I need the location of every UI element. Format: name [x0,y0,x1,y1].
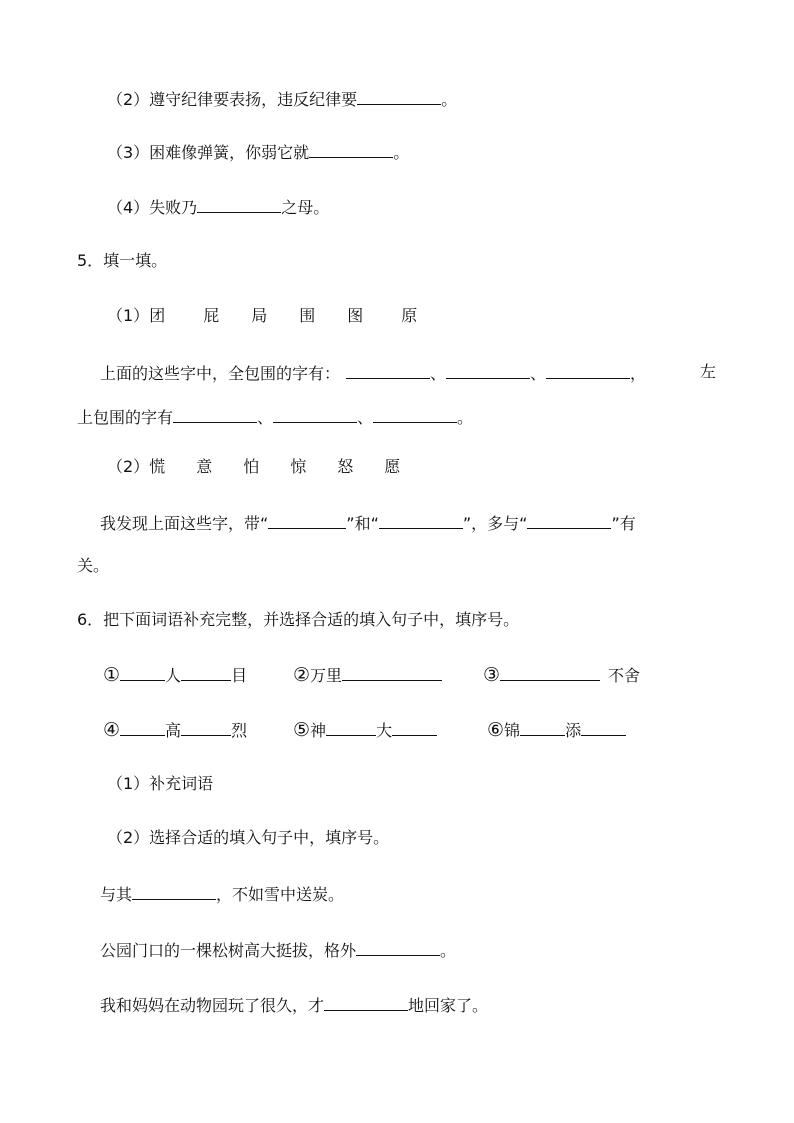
sep: 、 [257,408,274,427]
period: 。 [457,408,474,427]
q5-find-b: ”和“ [346,514,379,533]
char: 意 [196,457,213,476]
answer-blank[interactable] [132,882,216,900]
answer-blank[interactable] [550,663,600,681]
answer-blank[interactable] [268,511,346,529]
answer-blank[interactable] [181,663,231,681]
answer-blank[interactable] [392,663,442,681]
char: 愿 [384,457,401,476]
word-char: 烈 [231,721,248,740]
sep: 、 [430,364,447,383]
sentence-text: 我和妈妈在动物园玩了很久，才 [100,996,325,1015]
number-1: ① [103,664,121,686]
q6-sentence-2 [100,938,456,962]
q5-find-a: 我发现上面这些字，带“ [100,514,269,533]
q6-sub1: （1）补充词语 [107,774,214,793]
char: 怒 [337,457,354,476]
q4-item-3-end: 。 [393,143,410,162]
q5-line1 [100,361,646,385]
q5-line2-text: 上包围的字有 [77,408,174,427]
sentence-text: 。 [440,941,457,960]
q5-part2-label: （2） [107,457,150,476]
q6-sub2: （2）选择合适的填入句子中，填序号。 [107,828,390,847]
sep: 、 [357,408,374,427]
answer-blank[interactable] [181,718,231,736]
q5-part2-chars [107,456,400,478]
q6-word-6 [487,718,626,742]
word-char: 万里 [310,666,343,685]
answer-blank[interactable] [357,87,441,105]
answer-blank[interactable] [520,718,565,736]
answer-blank[interactable] [373,405,457,423]
q5-part1-label: （1） [107,306,150,325]
number-4: ④ [103,719,121,741]
q5-line1-text: 上面的这些字中，全包围的字有： [100,364,341,383]
q6-title: 6．把下面词语补充完整，并选择合适的填入句子中，填序号。 [77,610,520,629]
q5-line1-end: 左 [700,362,717,381]
char: 慌 [149,457,166,476]
q4-item-4-text: （4）失败乃 [107,198,198,217]
answer-blank[interactable] [120,718,165,736]
char: 原 [401,306,418,325]
number-2: ② [293,664,311,686]
answer-blank[interactable] [581,718,626,736]
sentence-text: ，不如雪中送炭。 [216,885,345,904]
char: 怕 [243,457,260,476]
number-5: ⑤ [293,719,311,741]
answer-blank[interactable] [346,361,430,379]
q4-item-2-text: （2）遵守纪律要表扬，违反纪律要 [107,90,358,109]
q6-sentence-1 [100,882,344,906]
q4-item-3 [107,140,409,164]
answer-blank[interactable] [309,140,393,158]
word-char: 锦 [504,721,521,740]
q4-item-2-end: 。 [441,90,458,109]
answer-blank[interactable] [500,663,550,681]
q5-title: 5．填一填。 [77,251,168,270]
q4-item-2 [107,87,457,111]
answer-blank[interactable] [342,663,392,681]
char: 围 [299,306,316,325]
sentence-text: 公园门口的一棵松树高大挺拔，格外 [100,941,357,960]
answer-blank[interactable] [173,405,257,423]
q5-line2 [77,405,473,429]
q5-find-d: ”有 [611,514,636,533]
char: 惊 [290,457,307,476]
q6-word-5 [293,718,437,742]
q6-word-3 [483,663,640,687]
word-char: 神 [310,721,327,740]
word-char: 添 [565,721,582,740]
word-char: 大 [376,721,393,740]
q6-word-4 [103,718,247,742]
word-char: 不舍 [608,666,641,685]
answer-blank[interactable] [392,718,437,736]
answer-blank[interactable] [446,361,530,379]
comma: ， [630,364,647,383]
word-char: 人 [165,666,182,685]
q6-word-1 [103,663,247,687]
q4-item-3-text: （3）困难像弹簧，你弱它就 [107,143,310,162]
answer-blank[interactable] [326,718,376,736]
answer-blank[interactable] [120,663,165,681]
answer-blank[interactable] [273,405,357,423]
sentence-text: 地回家了。 [408,996,489,1015]
q6-word-2 [293,663,442,687]
answer-blank[interactable] [324,993,408,1011]
answer-blank[interactable] [379,511,463,529]
sep: 、 [530,364,547,383]
q5-find-line [100,511,636,535]
q5-find-end: 关。 [77,556,110,575]
char: 屁 [203,306,220,325]
answer-blank[interactable] [197,195,281,213]
q4-item-4-end: 之母。 [281,198,330,217]
number-6: ⑥ [487,719,505,741]
q5-part1-chars [107,305,417,327]
char: 团 [149,306,166,325]
char: 图 [347,306,364,325]
word-char: 目 [231,666,248,685]
answer-blank[interactable] [356,938,440,956]
char: 局 [251,306,268,325]
word-char: 高 [165,721,182,740]
sentence-text: 与其 [100,885,133,904]
q5-find-c: ”，多与“ [462,514,528,533]
q6-sentence-3 [100,993,488,1017]
number-3: ③ [483,664,501,686]
answer-blank[interactable] [527,511,611,529]
q4-item-4 [107,195,329,219]
answer-blank[interactable] [546,361,630,379]
